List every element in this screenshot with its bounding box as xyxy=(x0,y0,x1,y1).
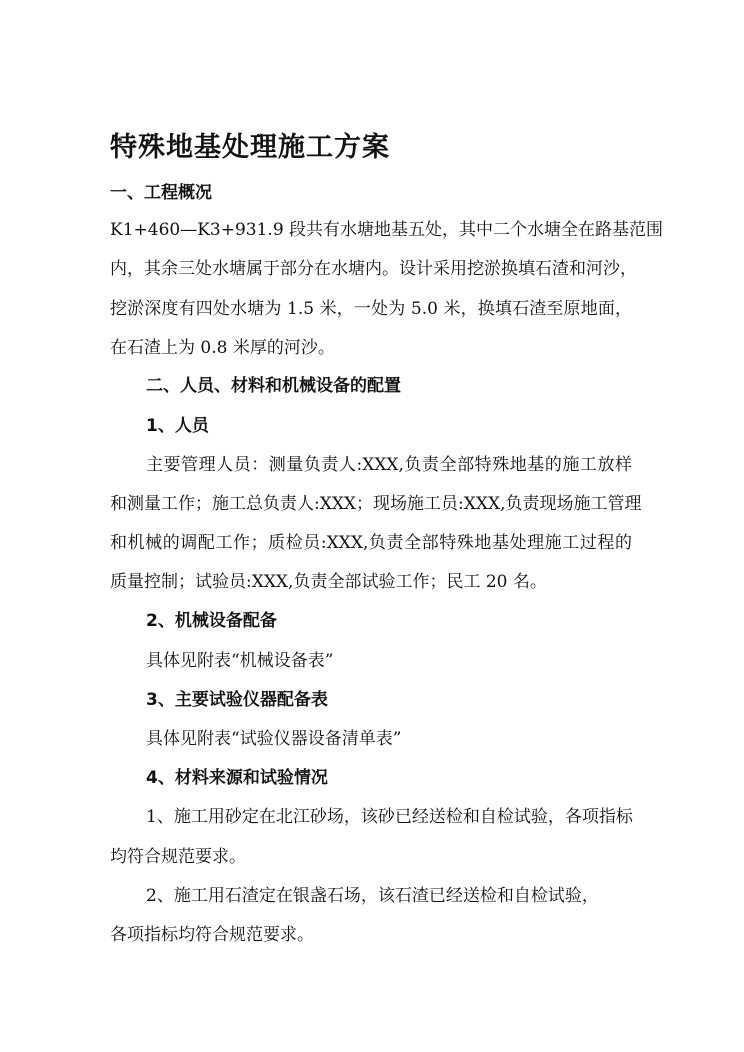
paragraph-line: 质量控制；试验员:XXX,负责全部试验工作；民工 20 名。 xyxy=(110,572,547,592)
paragraph-line: 主要管理人员：测量负责人:XXX,负责全部特殊地基的施工放样 xyxy=(146,455,632,475)
paragraph-line: 具体见附表“机械设备表” xyxy=(146,651,334,671)
paragraph-line: 挖淤深度有四处水塘为 1.5 米，一处为 5.0 米，换填石渣至原地面， xyxy=(110,299,632,319)
paragraph-line: K1+460—K3+931.9 段共有水塘地基五处，其中二个水塘全在路基范围 xyxy=(110,220,664,240)
paragraph-line: 1、施工用砂定在北江砂场，该砂已经送检和自检试验，各项指标 xyxy=(146,807,633,827)
paragraph-line: 均符合规范要求。 xyxy=(110,847,246,867)
paragraph-line: 2、施工用石渣定在银盏石场，该石渣已经送检和自检试验， xyxy=(146,886,599,906)
paragraph-line: 和机械的调配工作；质检员:XXX,负责全部特殊地基处理施工过程的 xyxy=(110,533,632,553)
subheading-personnel: 1、人员 xyxy=(146,416,209,436)
page-title: 特殊地基处理施工方案 xyxy=(110,132,390,163)
paragraph-line: 在石渣上为 0.8 米厚的河沙。 xyxy=(110,338,335,358)
paragraph-line: 各项指标均符合规范要求。 xyxy=(110,925,314,945)
paragraph-line: 和测量工作；施工总负责人:XXX；现场施工员:XXX,负责现场施工管理 xyxy=(110,494,642,514)
paragraph-line: 内，其余三处水塘属于部分在水塘内。设计采用挖淤换填石渣和河沙， xyxy=(110,259,637,279)
paragraph-line: 具体见附表“试验仪器设备清单表” xyxy=(146,729,402,749)
section-heading-config: 二、人员、材料和机械设备的配置 xyxy=(146,376,401,396)
subheading-instruments: 3、主要试验仪器配备表 xyxy=(146,690,328,710)
subheading-machinery: 2、机械设备配备 xyxy=(146,611,277,631)
subheading-materials: 4、材料来源和试验情况 xyxy=(146,768,328,788)
section-heading-overview: 一、工程概况 xyxy=(110,183,212,203)
